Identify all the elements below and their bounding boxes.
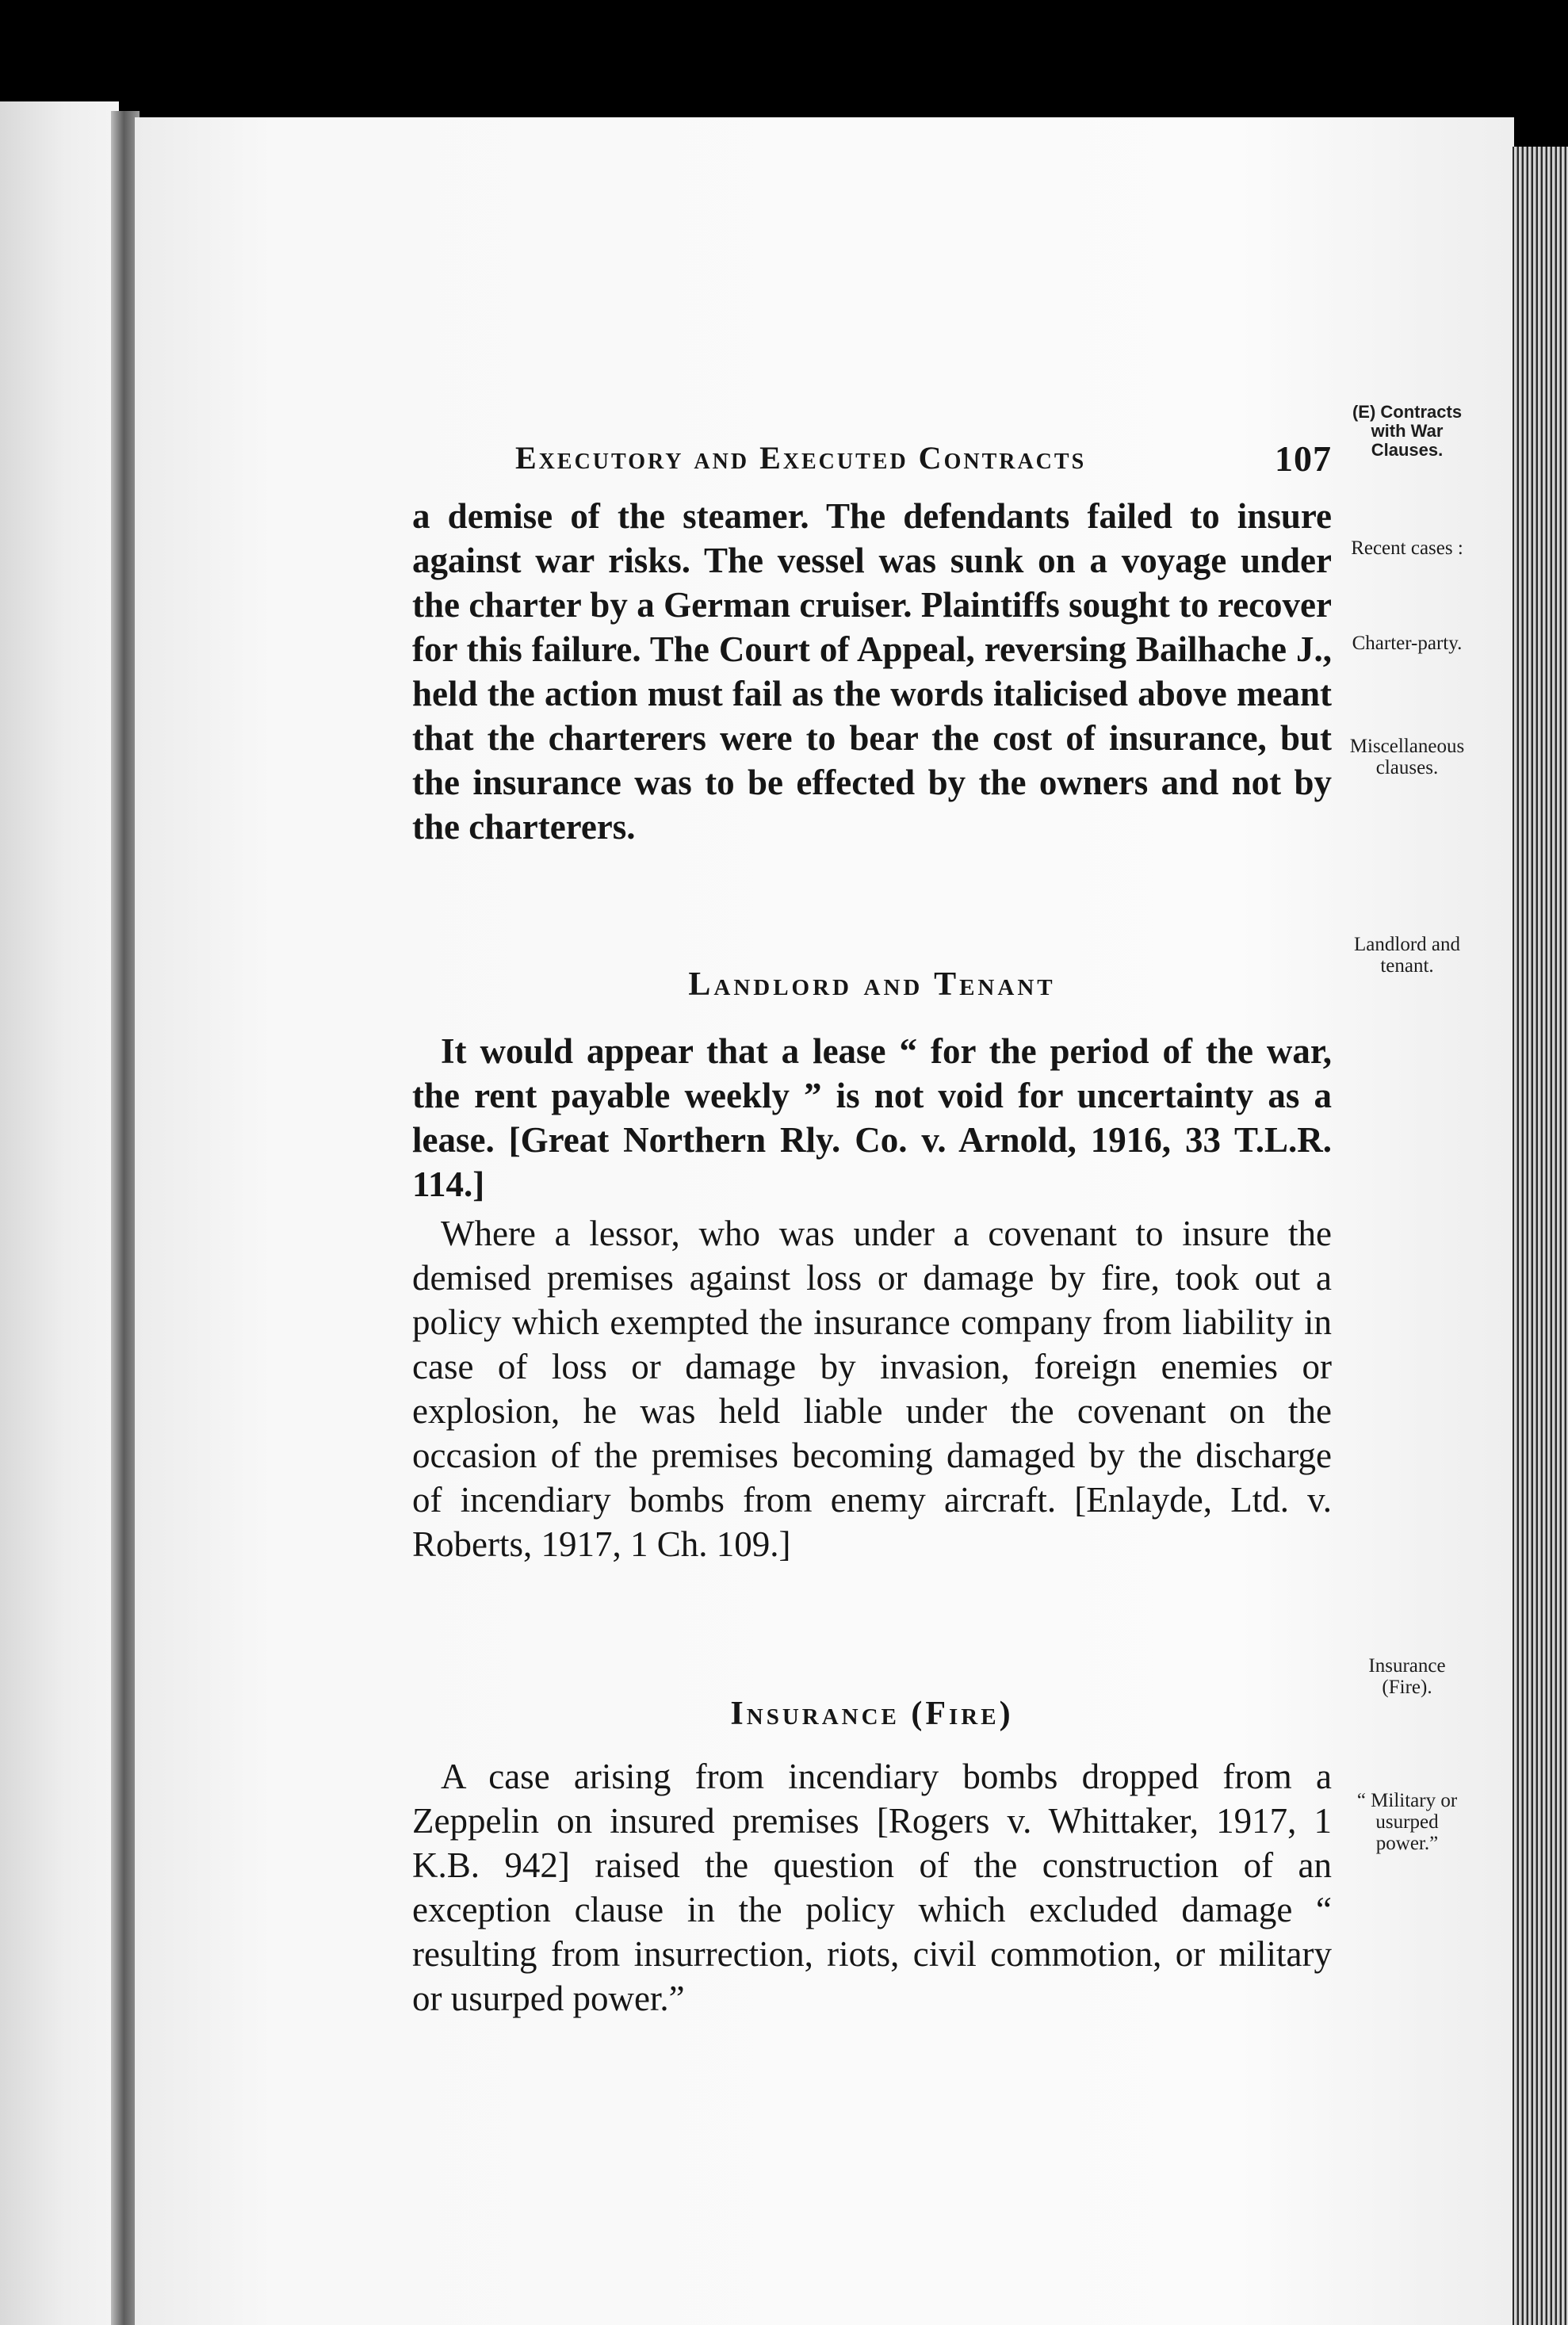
section-insurance-fire <box>412 1695 1332 1733</box>
book-page <box>135 117 1514 2325</box>
section-insurance-body <box>412 1754 1332 2021</box>
section-war-clauses <box>412 494 1332 849</box>
paragraph-lease-case: It would appear that a lease “ for the period of the war, the rent payable weekly ” is not void for uncertainty as a lease. [Great Northern Rly. Co. v. Arnold, 1916, 33 T.L.R. 114.] <box>412 1031 1332 1204</box>
margin-note-military-usurped-power: “ Military or usurped power.” <box>1356 1790 1458 1854</box>
paragraph-charter-case: a demise of the steamer. The defendants failed to insure against war risks. The vessel was sunk on a voyage under the charter by a German cruiser. Plaintiffs sought to recover for this failure. The Court of Appeal, reversing Bailhache J., held the action must fail as the words italicised above meant that the charterers were to bear the cost of insurance, but the insurance was to be effected by the owners and not by the charterers. <box>412 496 1332 847</box>
margin-note-war-clauses: (E) Contracts with War Clauses. <box>1352 402 1463 460</box>
margin-note-charter-party: Charter-party. <box>1352 633 1463 654</box>
paragraph-zeppelin-case: A case arising from incendiary bombs dropped from a Zeppelin on insured premises [Rogers v. Whittaker, 1917, 1 K.B. 942] raised the question of the construction of an exception clause in the policy which excluded damage “ resulting from insurrection, riots, civil commotion, or military or usurped power.” <box>412 1757 1332 2018</box>
section-landlord-body <box>412 1029 1332 1566</box>
margin-note-miscellaneous-clauses: Miscellaneous clauses. <box>1349 736 1465 778</box>
facing-page-edge <box>0 101 119 2325</box>
margin-note-landlord-and-tenant: Landlord and tenant. <box>1354 934 1460 977</box>
section-landlord-tenant <box>412 966 1332 1004</box>
heading-insurance-fire: Insurance (Fire) <box>730 1696 1014 1732</box>
stacked-page-edges <box>1513 147 1568 2325</box>
running-title: Executory and Executed Contracts <box>515 440 1087 476</box>
running-header <box>412 434 1332 482</box>
margin-note-recent-cases: Recent cases : <box>1351 537 1463 559</box>
paragraph-lessor-case: Where a lessor, who was under a covenant to insure the demised premises against loss or damage by fire, took out a policy which exempted the insurance company from liability in case of loss or damage by invasion, foreign enemies or explosion, he was held liable under the covenant on the occasion of the premises becoming damaged by the discharge of incendiary bombs from enemy aircraft. [Enlayde, Ltd. v. Roberts, 1917, 1 Ch. 109.] <box>412 1214 1332 1564</box>
margin-note-insurance-fire: Insurance (Fire). <box>1368 1655 1446 1698</box>
heading-landlord-and-tenant: Landlord and Tenant <box>688 966 1056 1003</box>
page-number: 107 <box>1275 438 1332 479</box>
